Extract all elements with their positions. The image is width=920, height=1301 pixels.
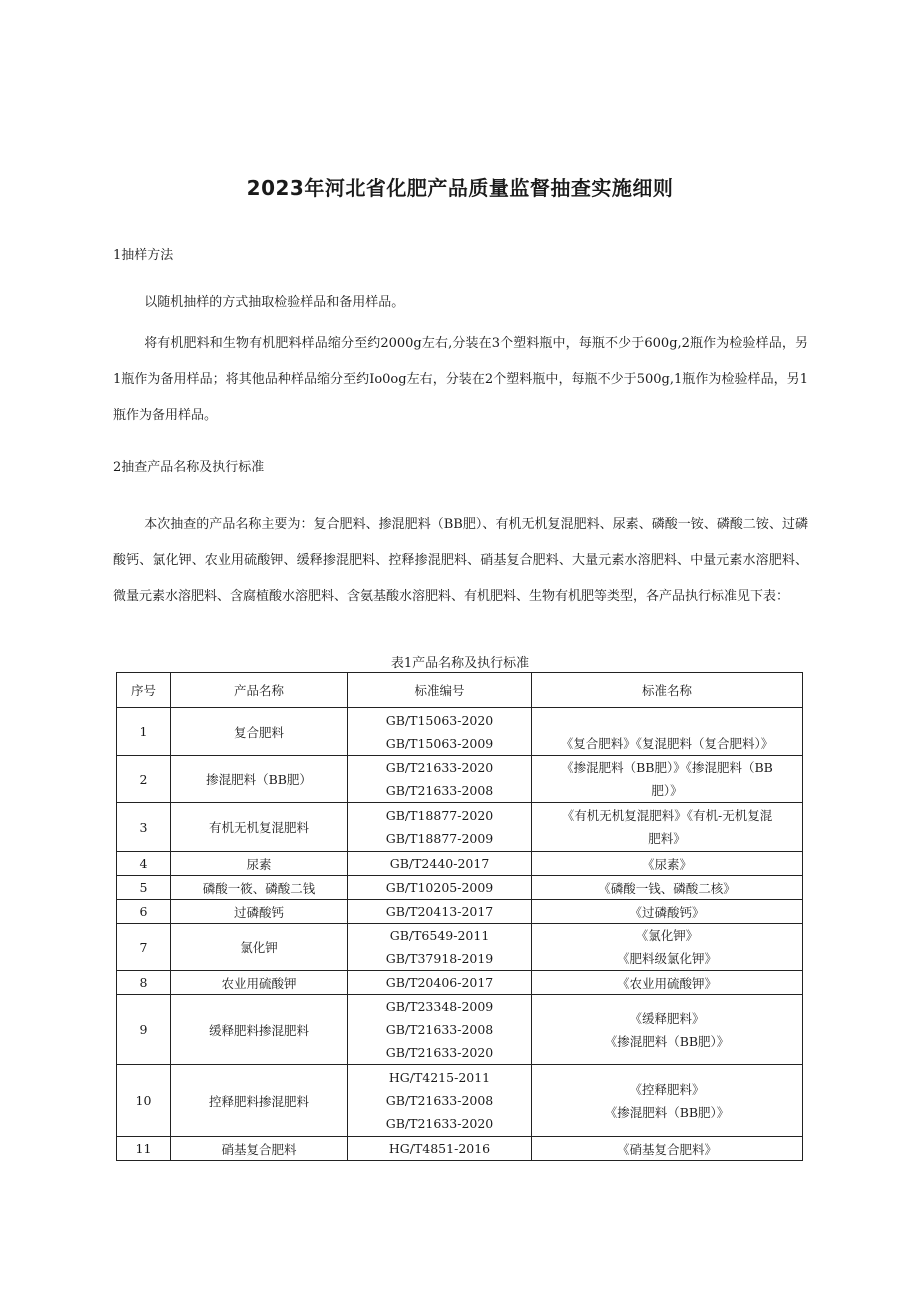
- cell-product: 掺混肥料（BB肥）: [171, 756, 348, 803]
- section-1-heading: 1抽样方法: [113, 248, 174, 263]
- table-header-row: [117, 673, 803, 708]
- table-row: [117, 756, 803, 803]
- cell-codes: HG/T4851-2016: [348, 1137, 532, 1161]
- cell-names: 《农业用硫酸钾》: [532, 971, 803, 995]
- cell-product: 过磷酸钙: [171, 900, 348, 924]
- cell-product: 硝基复合肥料: [171, 1137, 348, 1161]
- standard-code: GB/T15063-2020: [385, 712, 494, 728]
- table-row: [117, 900, 803, 924]
- standard-code: GB/T15063-2009: [385, 735, 494, 751]
- table-row: [117, 876, 803, 900]
- table-row: [117, 1137, 803, 1161]
- standard-code: GB/T21633-2008: [385, 1022, 494, 1037]
- cell-codes: [348, 708, 532, 756]
- cell-product: 磷酸一筱、磷酸二钱: [171, 876, 348, 900]
- table-row: [117, 1065, 803, 1137]
- standard-code: GB/T18877-2020: [385, 808, 494, 823]
- standard-name: 《控释肥料》: [629, 1081, 705, 1097]
- cell-codes: [348, 803, 532, 852]
- standard-code: GB/T21633-2020: [385, 1045, 494, 1060]
- standard-code: GB/T37918-2019: [385, 951, 494, 966]
- header-standard-name: 标准名称: [532, 673, 803, 708]
- table-row: [117, 995, 803, 1065]
- standard-name: 《有机无机复混肥料》《有机-无机复混: [561, 808, 773, 823]
- cell-no: 9: [117, 995, 171, 1065]
- cell-product: 有机无机复混肥料: [171, 803, 348, 852]
- standard-name: 《掺混肥料（BB肥）》: [604, 1104, 730, 1120]
- cell-codes: GB/T2440-2017: [348, 852, 532, 876]
- standard-name: 肥料》: [648, 831, 686, 846]
- cell-product: 氯化钾: [171, 924, 348, 971]
- cell-names: 《磷酸一钱、磷酸二核》: [532, 876, 803, 900]
- standard-code: GB/T21633-2008: [385, 783, 494, 798]
- standard-code: GB/T21633-2008: [385, 1093, 494, 1108]
- cell-no: 5: [117, 876, 171, 900]
- header-no: 序号: [117, 673, 171, 708]
- cell-no: 2: [117, 756, 171, 803]
- standard-name: [536, 709, 798, 732]
- cell-codes: GB/T10205-2009: [348, 876, 532, 900]
- section-1-paragraph-2: 将有机肥料和生物有机肥料样品缩分至约2000g左右,分装在3个塑料瓶中，每瓶不少于600g,2瓶作为检验样品，另1瓶作为备用样品；将其他品种样品缩分至约Io0og左右，分装在2个塑料瓶中，每瓶不少于500g,1瓶作为检验样品，另1瓶作为备用样品。: [113, 336, 808, 423]
- section-1-paragraph-1: 以随机抽样的方式抽取检验样品和备用样品。: [144, 295, 405, 310]
- cell-codes: [348, 924, 532, 971]
- cell-no: 4: [117, 852, 171, 876]
- table-row: [117, 971, 803, 995]
- standard-name: 《掺混肥料（BB肥）》: [604, 1033, 730, 1049]
- table-caption: 表1产品名称及执行标准: [390, 656, 530, 671]
- standard-code: GB/T23348-2009: [385, 999, 494, 1014]
- header-product: 产品名称: [171, 673, 348, 708]
- cell-no: 1: [117, 708, 171, 756]
- standards-table: [116, 672, 803, 1161]
- cell-no: 10: [117, 1065, 171, 1137]
- cell-names: 《过磷酸钙》: [532, 900, 803, 924]
- cell-no: 7: [117, 924, 171, 971]
- cell-no: 11: [117, 1137, 171, 1161]
- standard-code: GB/T21633-2020: [385, 760, 494, 775]
- standard-code: GB/T6549-2011: [389, 928, 490, 943]
- section-2-heading: 2抽查产品名称及执行标准: [113, 460, 265, 475]
- cell-product: 农业用硫酸钾: [171, 971, 348, 995]
- header-standard-code: 标准编号: [348, 673, 532, 708]
- standard-code: HG/T4215-2011: [388, 1070, 491, 1085]
- section-2-paragraph: 本次抽查的产品名称主要为：复合肥料、掺混肥料（BB肥）、有机无机复混肥料、尿素、磷酸一铵、磷酸二铵、过磷酸钙、氯化钾、农业用硫酸钾、缓释掺混肥料、控释掺混肥料、硝基复合肥料、大量元素水溶肥料、中量元素水溶肥料、微量元素水溶肥料、含腐植酸水溶肥料、含氨基酸水溶肥料、有机肥料、生物有机肥等类型，各产品执行标准见下表：: [113, 517, 808, 604]
- cell-names: [532, 803, 803, 852]
- cell-codes: GB/T20413-2017: [348, 900, 532, 924]
- cell-names: [532, 756, 803, 803]
- cell-codes: GB/T20406-2017: [348, 971, 532, 995]
- cell-product: 复合肥料: [171, 708, 348, 756]
- standard-code: GB/T18877-2009: [385, 831, 494, 846]
- cell-no: 3: [117, 803, 171, 852]
- standard-name: 《氯化钾》: [635, 928, 699, 943]
- cell-no: 6: [117, 900, 171, 924]
- cell-names: [532, 995, 803, 1065]
- cell-product: 控释肥料掺混肥料: [171, 1065, 348, 1137]
- cell-codes: [348, 1065, 532, 1137]
- cell-no: 8: [117, 971, 171, 995]
- standard-code: GB/T21633-2020: [385, 1116, 494, 1131]
- document-title: 2023年河北省化肥产品质量监督抽查实施细则: [246, 176, 674, 200]
- cell-codes: [348, 756, 532, 803]
- table-row: [117, 924, 803, 971]
- cell-names: [532, 1065, 803, 1137]
- cell-product: 尿素: [171, 852, 348, 876]
- table-row: [117, 708, 803, 756]
- table-row: [117, 852, 803, 876]
- standard-name: 《肥料级氯化钾》: [616, 951, 717, 966]
- cell-names: [532, 924, 803, 971]
- standard-name: 肥）》: [651, 783, 683, 798]
- cell-names: [532, 708, 803, 756]
- cell-codes: [348, 995, 532, 1065]
- standard-name: 《复合肥料》《复混肥料（复合肥料）》: [560, 735, 774, 751]
- standard-name: 《缓释肥料》: [629, 1010, 705, 1026]
- cell-names: 《尿素》: [532, 852, 803, 876]
- cell-names: 《硝基复合肥料》: [532, 1137, 803, 1161]
- standard-name: 《掺混肥料（BB肥）》《掺混肥料（BB: [561, 760, 773, 775]
- table-row: [117, 803, 803, 852]
- cell-product: 缓释肥料掺混肥料: [171, 995, 348, 1065]
